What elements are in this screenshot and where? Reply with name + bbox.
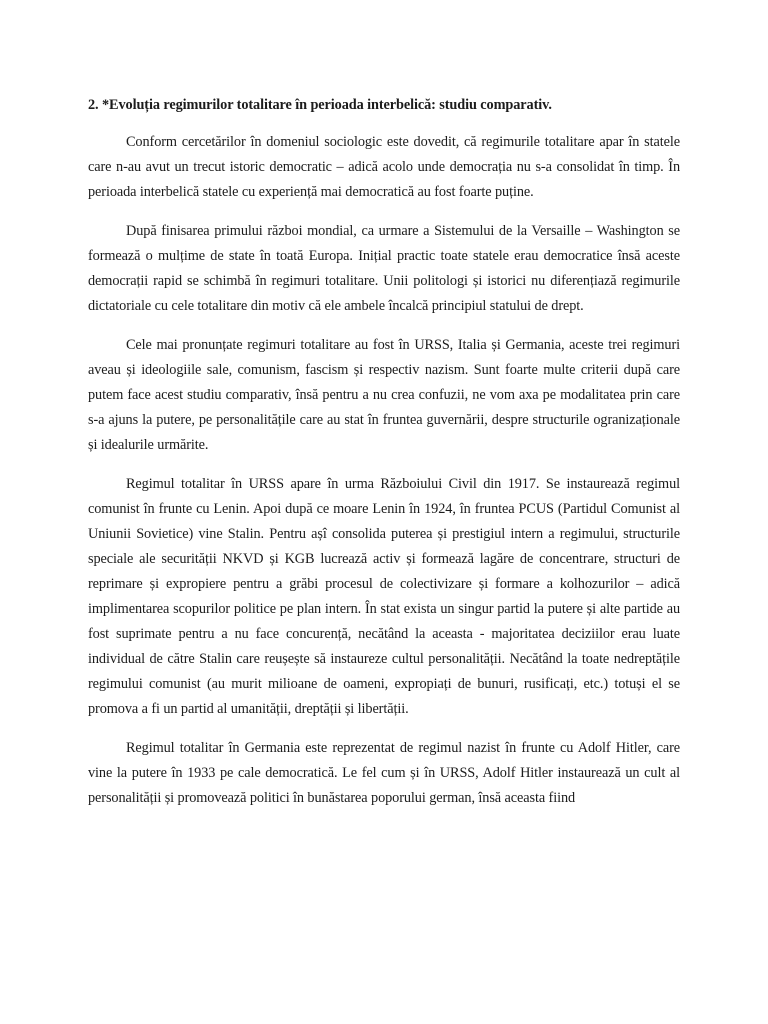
paragraph-3: Cele mai pronunțate regimuri totalitare au fost în URSS, Italia și Germania, aceste trei regimuri aveau și ideologiile sale, comunism, fascism și respectiv nazism. Sunt foarte multe criterii după care putem face acest studiu comparativ, însă pentru a nu crea confuzii, ne vom axa pe modalitatea prin care s-a ajuns la putere, pe personalitățile care au stat în fruntea guvernării, despre structurile ogranizaționale și idealurile urmărite.: [88, 337, 680, 453]
document-body: [88, 93, 680, 811]
paragraph-1: Conform cercetărilor în domeniul sociologic este dovedit, că regimurile totalitare apar în statele care n-au avut un trecut istoric democratic – adică acolo unde democrația nu s-a consolidat în timp. În perioada interbelică statele cu experiență mai democratică au fost foarte puține.: [88, 134, 680, 200]
paragraph-4: Regimul totalitar în URSS apare în urma Războiului Civil din 1917. Se instaurează regimul comunist în frunte cu Lenin. Apoi după ce moare Lenin în 1924, în fruntea PCUS (Partidul Comunist al Uniunii Sovietice) vine Stalin. Pentru așî consolida puterea și prestigiul intern a regimului, structurile speciale ale securității NKVD și KGB lucrează activ și formează lagăre de concentrare, structuri de reprimare și expropiere pentru a grăbi procesul de colectivizare și formare a kolhozurilor – adică implimentarea scopurilor politice pe plan intern. În stat exista un singur partid la putere și alte partide au fost suprimate pentru a nu face concurență, necătând la aceasta - majoritatea deciziilor erau luate individual de către Stalin care reușește să instaureze cultul personalității. Necătând la toate nedreptățile regimului comunist (au murit milioane de oameni, expropiați de bunuri, rusificați, etc.) totuși el se promova a fi un partid al umanității, dreptății și libertății.: [88, 476, 680, 717]
paragraph-2: După finisarea primului război mondial, ca urmare a Sistemului de la Versaille – Washington se formează o mulțime de state în toată Europa. Inițial practic toate statele erau democratice însă aceste democrații rapid se schimbă în regimuri totalitare. Unii politologi și istorici nu diferențiază regimurile dictatoriale cu cele totalitare din motiv că ele ambele încalcă principiul statului de drept.: [88, 223, 680, 314]
paragraph-5: Regimul totalitar în Germania este reprezentat de regimul nazist în frunte cu Adolf Hitler, care vine la putere în 1933 pe cale democratică. Le fel cum și în URSS, Adolf Hitler instaurează un cult al personalității și promovează politici în bunăstarea poporului german, însă aceasta fiind: [88, 740, 680, 806]
section-heading: 2. *Evoluția regimurilor totalitare în perioada interbelică: studiu comparativ.: [88, 97, 552, 113]
